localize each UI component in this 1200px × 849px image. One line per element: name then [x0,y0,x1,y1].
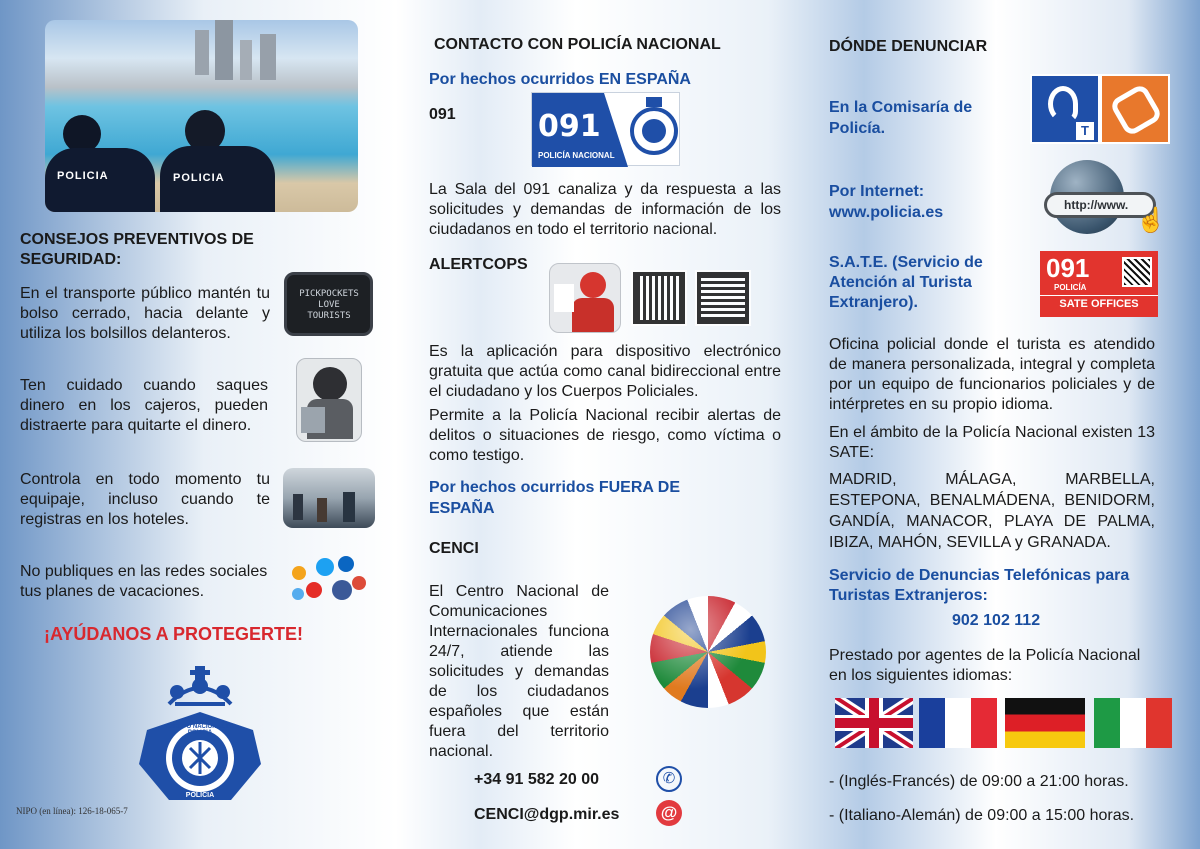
blog-icon [292,588,304,600]
logo-number: 091 [538,109,601,144]
flags-globe-image [650,596,766,708]
hours-italian-german: - (Italiano-Alemán) de 09:00 a 15:00 horas. [829,807,1135,824]
abroad-heading: Por hechos ocurridos FUERA DE ESPAÑA [429,479,680,517]
alertcops-app-icon [549,263,621,333]
france-flag [919,698,997,748]
accessibility-icons [1030,74,1170,146]
italy-flag [1094,698,1172,748]
slogan: ¡AYÚDANOS A PROTEGERTE! [44,624,304,644]
tip-text-luggage: Controla en todo momento tu equipaje, incluso cuando te registras en los hoteles. [20,471,270,528]
sate-logo-offices: SATE OFFICES [1040,295,1158,310]
nipo-code: NIPO (en línea): 126-18-065-7 [16,806,128,816]
pickpocket-sign-text: PICKPOCKETS LOVE TOURISTS [299,289,359,321]
sate-heading: S.A.T.E. (Servicio de Atención al Turista Extranjero). [829,254,983,311]
linkedin-icon [338,556,354,572]
sate-qr-code [1122,257,1152,287]
thief-atm-image [296,358,362,442]
sate-cities: MADRID, MÁLAGA, MARBELLA, ESTEPONA, BENALMÁDENA, BENIDORM, GANDÍA, MANACOR, PLAYA DE PALMA, IBIZA, MAHÓN, SEVILLA y GRANADA. [829,471,1155,551]
phone-091-label: 091 [429,106,456,123]
facebook-icon [332,580,352,600]
tip-text-atm: Ten cuidado cuando saques dinero en los cajeros, pueden distraerte para quitarte el dinero. [20,377,268,434]
alertcops-title: ALERTCOPS [429,256,528,273]
sala-091-text: La Sala del 091 canaliza y da respuesta a las solicitudes y demandas de información de los ciudadanos en todo el territorio nacional. [429,181,781,238]
germany-flag [1005,698,1085,748]
hearing-loop-icon: T [1030,74,1100,144]
hours-english-french: - (Inglés-Francés) de 09:00 a 21:00 horas. [829,773,1129,790]
uk-flag [835,698,913,748]
policia-nacional-091-logo [531,92,680,166]
phone-icon: ✆ [656,766,682,792]
comisaria-text: En la Comisaría de Policía. [829,99,973,137]
cenci-email[interactable]: CENCI@dgp.mir.es [474,806,620,823]
logo-text: POLICÍA NACIONAL [538,151,615,160]
tips-heading: CONSEJOS PREVENTIVOS DE SEGURIDAD: [20,231,254,268]
social-media-icons [290,554,366,604]
globe-browser-icon [1044,156,1164,238]
hotel-lobby-image [283,468,375,528]
emblem-ring-text: CUERPO NACIONAL DE POLICIA [165,724,235,736]
sate-description: Oficina policial donde el turista es atendido de manera personalizada, integral y completa por un equipo de funcionarios policiales y de intérpretes en su propio idioma. [829,336,1155,413]
internet-label: Por Internet: [829,183,925,200]
pickpocket-sign-image [284,272,373,336]
tip-text-social: No publiques en las redes sociales tus planes de vacaciones. [20,563,268,600]
twitter-icon [316,558,334,576]
youtube-icon [306,582,322,598]
sate-offices-logo [1040,251,1158,317]
languages-intro: Prestado por agentes de la Policía Nacional en los siguientes idiomas: [829,647,1141,684]
cursor-hand-icon: ☝ [1136,207,1166,234]
tip-text-pickpocket: En el transporte público mantén tu bolso cerrado, hacia delante y utiliza los bolsillos delanteros. [20,285,270,342]
phone-service-number[interactable]: 902 102 112 [952,612,1041,629]
where-report-title: DÓNDE DENUNCIAR [829,38,988,55]
share-icon [292,566,306,580]
google-plus-icon [352,576,366,590]
officer-label-left: POLICIA [57,170,109,182]
cenci-title: CENCI [429,540,479,557]
emblem-bottom-text: POLICIA [185,792,215,799]
browser-url-text: http://www. [1064,198,1129,212]
internet-url[interactable]: www.policia.es [829,204,944,221]
alertcops-alerts: Permite a la Policía Nacional recibir alertas de delitos o situaciones de riesgo, como víctima o como testigo. [429,407,781,464]
cenci-phone[interactable]: +34 91 582 20 00 [474,771,600,788]
sign-language-icon [1100,74,1170,144]
cenci-description: El Centro Nacional de Comunicaciones Internacionales funciona 24/7, atiende las solicitudes y demandas de los ciudadanos españoles que están fuera del territorio nacional. [429,583,609,760]
contact-title: CONTACTO CON POLICÍA NACIONAL [434,36,721,53]
officer-label-right: POLICIA [173,172,225,184]
qr-code-android [697,272,749,324]
sate-logo-number: 091 [1046,253,1090,283]
beach-police-photo [45,20,358,212]
police-emblem [135,664,265,810]
alertcops-description: Es la aplicación para dispositivo electrónico gratuita que actúa como canal bidireccional entre el ciudadano y los Cuerpos Policiales. [429,343,781,400]
sate-logo-policia: POLICÍA [1054,283,1087,292]
qr-code-ios [633,272,685,324]
phone-service-heading: Servicio de Denuncias Telefónicas para Turistas Extranjeros: [829,567,1130,604]
spain-heading: Por hechos ocurridos EN ESPAÑA [429,71,691,88]
sate-count: En el ámbito de la Policía Nacional existen 13 SATE: [829,424,1155,461]
email-at-icon: @ [656,800,682,826]
